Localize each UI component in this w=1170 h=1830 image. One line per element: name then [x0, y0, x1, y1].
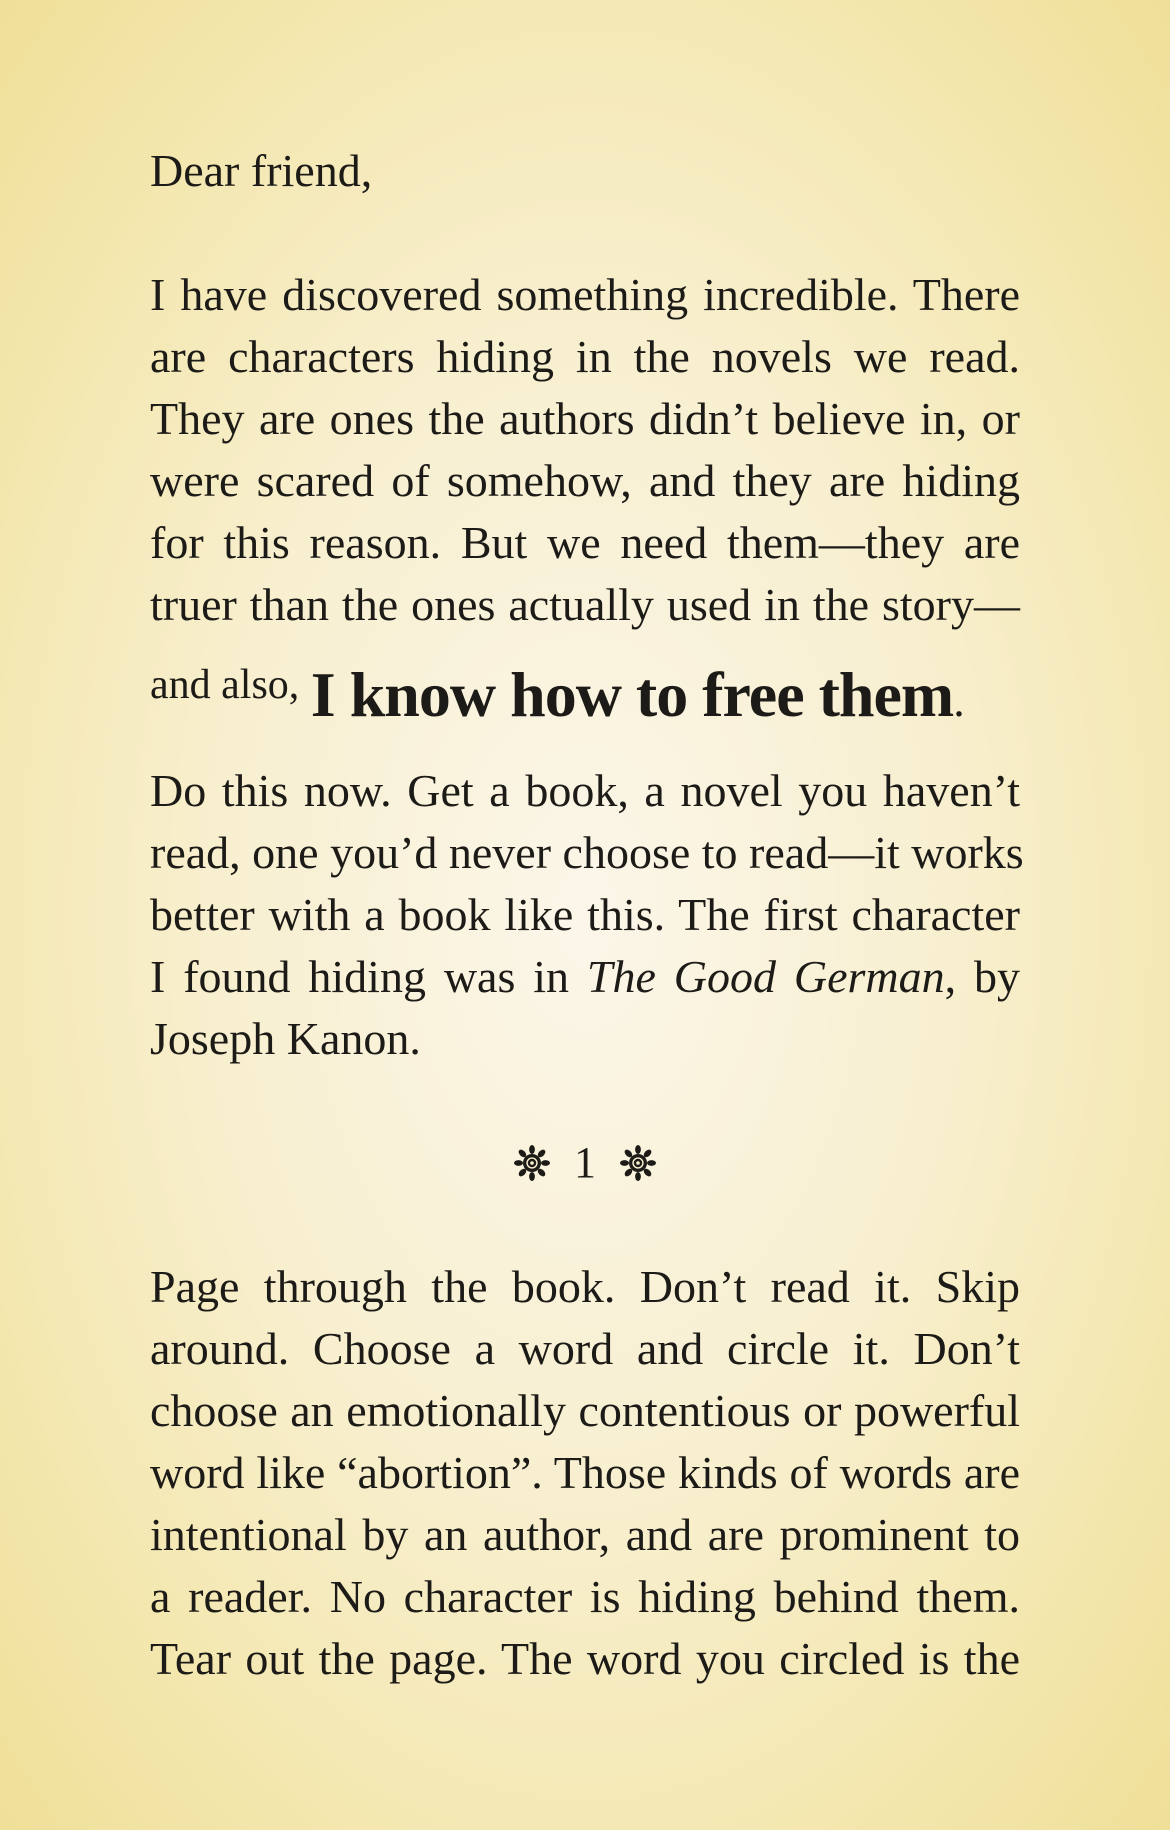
text-line: intentional by an author, and are prominent to [150, 1509, 1020, 1560]
text-line: word like “abortion”. Those kinds of words are [150, 1447, 1020, 1498]
text-line: They are ones the authors didn’t believe in, or [150, 393, 1020, 444]
text-line: better with a book like this. The first character [150, 889, 1020, 940]
text-line-with-title [150, 946, 1020, 1008]
text-line: a reader. No character is hiding behind them. [150, 1571, 1020, 1622]
text-line: around. Choose a word and circle it. Don’t [150, 1323, 1020, 1374]
emphasis-line [150, 648, 1020, 738]
text-line: Tear out the page. The word you circled is the [150, 1633, 1020, 1684]
emphasis-period: . [953, 675, 965, 726]
text-fragment: I found hiding was in [150, 951, 587, 1002]
text-line: choose an emotionally contentious or powerful [150, 1385, 1020, 1436]
page-number-value: 1 [574, 1138, 596, 1187]
flower-ornament-icon [620, 1145, 656, 1181]
text-line: Joseph Kanon. [150, 1013, 421, 1064]
letter-greeting: Dear friend, [150, 145, 373, 196]
text-line: I have discovered something incredible. There [150, 269, 1020, 320]
text-line: truer than the ones actually used in the story— [150, 579, 1020, 630]
book-title: The Good German [586, 951, 945, 1002]
text-line: for this reason. But we need them—they are [150, 517, 1020, 568]
lead-text: and also, [150, 662, 300, 708]
emphasis-text: I know how to free them [310, 659, 954, 730]
page-number [150, 1132, 1020, 1194]
book-page [150, 0, 1024, 1830]
text-line: Page through the book. Don’t read it. Skip [150, 1261, 1020, 1312]
text-line: were scared of somehow, and they are hiding [150, 455, 1020, 506]
text-line: are characters hiding in the novels we read. [150, 331, 1020, 382]
text-line: Do this now. Get a book, a novel you haven’t [150, 765, 1020, 816]
flower-ornament-icon [514, 1145, 550, 1181]
text-fragment: , by [944, 951, 1020, 1002]
text-line: read, one you’d never choose to read—it works [150, 827, 1024, 878]
